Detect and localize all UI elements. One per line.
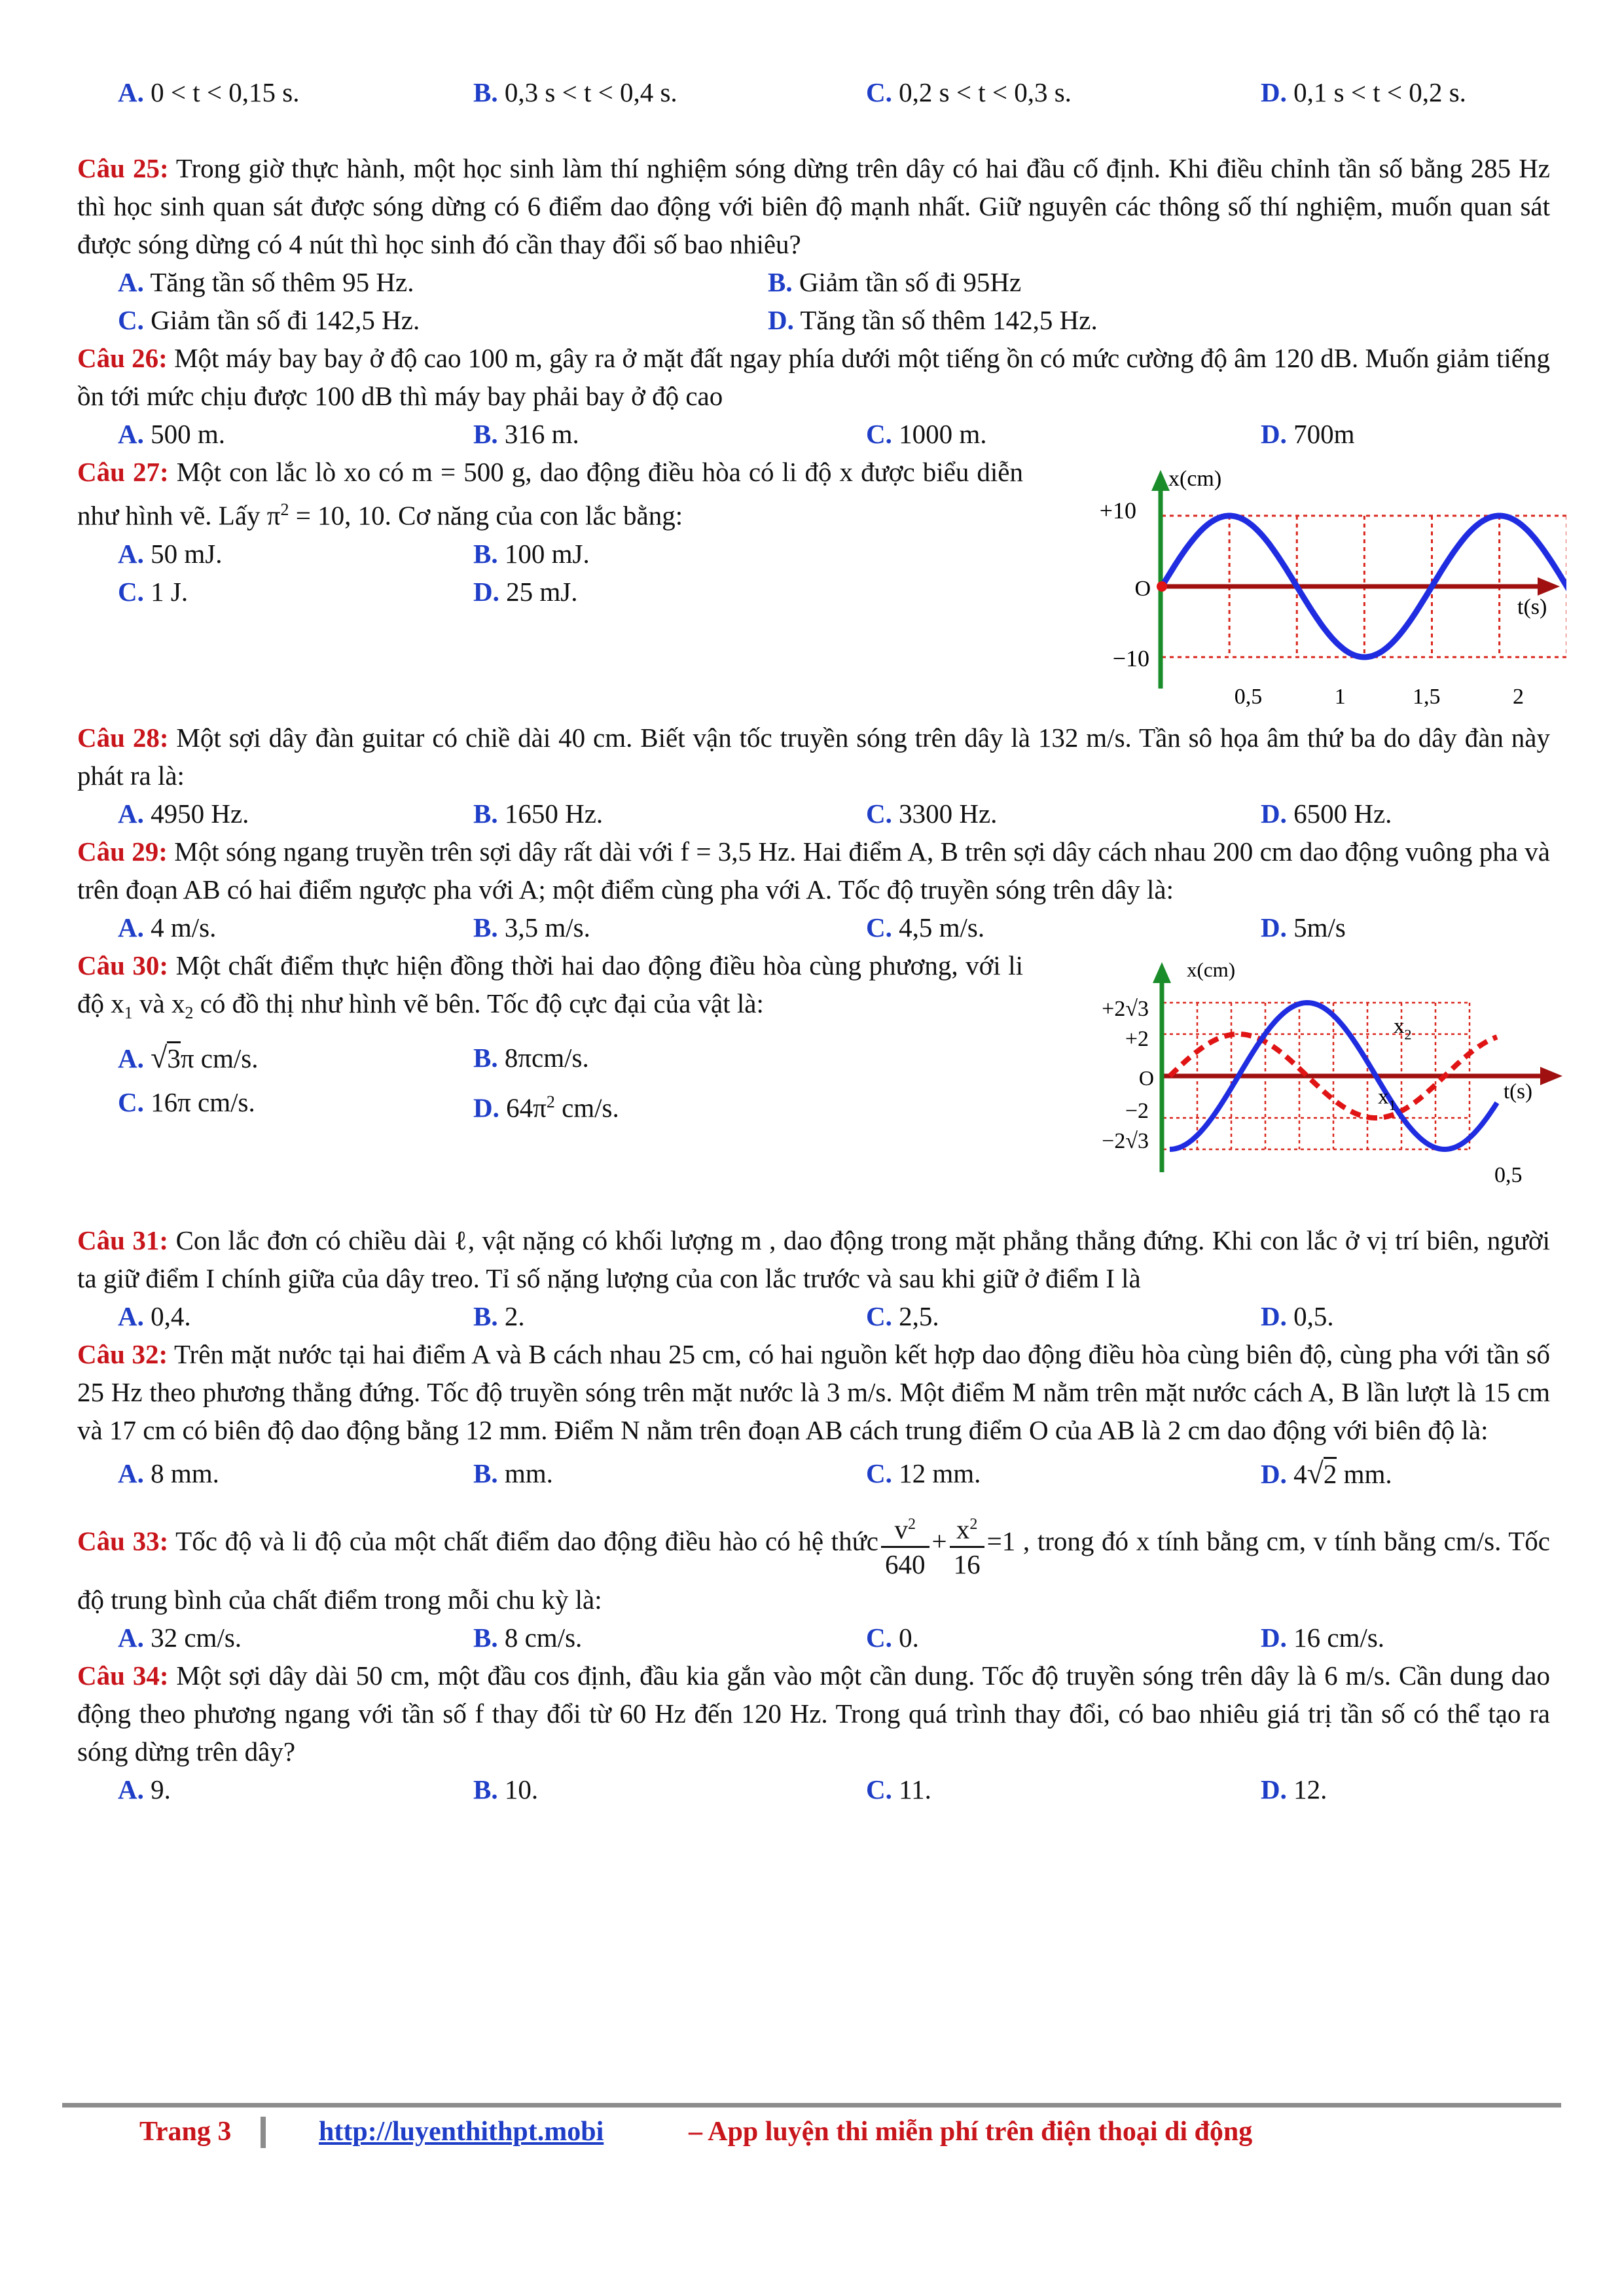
q34-option-c[interactable]: C. 11. [866, 1774, 931, 1804]
graph-q30-t-arrow-icon [1540, 1067, 1562, 1085]
q24-option-b[interactable]: B. 0,3 s < t < 0,4 s. [473, 77, 677, 107]
q33-options [77, 1619, 1550, 1657]
graph-q27-origin-label: O [1134, 577, 1151, 601]
q28-option-b[interactable]: B. 1650 Hz. [473, 798, 604, 829]
footer-rule [62, 2103, 1561, 2108]
q30-option-a[interactable]: A. √3π cm/s. [118, 1041, 259, 1075]
q25-option-b[interactable]: B. Giảm tần số đi 95Hz [768, 267, 1022, 297]
q28-option-d[interactable]: D. 6500 Hz. [1261, 798, 1392, 829]
q33-option-d[interactable]: D. 16 cm/s. [1261, 1622, 1385, 1653]
q31-option-b[interactable]: B. 2. [473, 1301, 525, 1331]
graph-q27-x-tick: 0,5 [1234, 685, 1263, 709]
graph-q27-tick-plus10: +10 [1099, 497, 1136, 524]
q30-option-b[interactable]: B. 8πcm/s. [473, 1043, 589, 1073]
q32-options [77, 1454, 1550, 1500]
q32-option-a[interactable]: A. 8 mm. [118, 1458, 219, 1488]
graph-q30-tick-0-5: 0,5 [1494, 1163, 1523, 1187]
graph-q30-y-label: x(cm) [1187, 958, 1236, 981]
graph-q30 [1049, 946, 1573, 1221]
q28-options [77, 795, 1550, 833]
q33-stem: Câu 33: Tốc độ và li độ của một chất điểm dao động điều hào có hệ thức $\frac{v^2}{640}$ + $\frac{x^2}{16}$ =1 , trong đó x tính bằng cm, v tính bằng cm/s. Tốc độ trung bình của chất điểm trong mỗi chu kỳ là: [77, 1508, 1550, 1619]
q25-options-row2 [77, 301, 1550, 339]
q31-stem: Câu 31: Con lắc đơn có chiều dài ℓ, vật nặng có khối lượng m , dao động trong mặt phẳng thẳng đứng. Khi con lắc ở vị trí biên, người ta giữ điểm I chính giữa của dây treo. Tỉ số nặng lượng của con lắc trước và sau khi giữ ở điểm I là [77, 1225, 1550, 1293]
footer-separator [261, 2117, 266, 2148]
q24-option-a[interactable]: A. 0 < t < 0,15 s. [118, 77, 300, 107]
q33-option-c[interactable]: C. 0. [866, 1622, 919, 1653]
q34-option-b[interactable]: B. 10. [473, 1774, 539, 1804]
q28-option-a[interactable]: A. 4950 Hz. [118, 798, 249, 829]
graph-q27-t-arrow-icon [1538, 577, 1560, 596]
fraction-x2-16: $\frac{x^2}{16}$ [950, 1508, 984, 1581]
q30-option-d[interactable]: D. $64\pi^2$ cm/s. [473, 1092, 619, 1123]
q29-option-d[interactable]: D. 5m/s [1261, 912, 1346, 942]
q25-option-c[interactable]: C. Giảm tần số đi 142,5 Hz. [118, 305, 420, 335]
graph-q27 [1043, 453, 1566, 719]
q27-block [77, 453, 1550, 719]
sqrt-symbol: √ [1307, 1456, 1324, 1490]
q30-stem: Câu 30: Một chất điểm thực hiện đồng thời hai dao động điều hòa cùng phương, với li độ $x_1$ và $x_2$ có đồ thị như hình vẽ bên. Tốc độ cực đại của vật là: [77, 950, 1023, 1023]
graph-q27-y-label: x(cm) [1168, 467, 1222, 491]
graph-q27-tick-minus10: −10 [1112, 645, 1149, 672]
q25-option-d[interactable]: D. Tăng tần số thêm 142,5 Hz. [768, 305, 1098, 335]
q34-option-a[interactable]: A. 9. [118, 1774, 171, 1804]
graph-q30-origin-label: O [1138, 1066, 1154, 1090]
footer-tagline: – App luyện thi miễn phí trên điện thoại di động [689, 2117, 1253, 2147]
graph-q30-label-x1: $x_1$ [1378, 1085, 1396, 1113]
q30-option-c[interactable]: C. 16π cm/s. [118, 1087, 255, 1118]
q32-stem: Câu 32: Trên mặt nước tại hai điểm A và B cách nhau 25 cm, có hai nguồn kết hợp dao động điều hòa cùng biên độ, cùng pha với tần số 25 Hz theo phương thẳng đứng. Tốc độ truyền sóng trên mặt nước là 3 m/s. Một điểm M nằm trên mặt nước cách A, B lần lượt là 15 cm và 17 cm có biên độ dao động bằng 12 mm. Điểm N nằm trên đoạn AB cách trung điểm O của AB là 2 cm dao động với biên độ là: [77, 1339, 1550, 1445]
q24-option-d[interactable]: D. 0,1 s < t < 0,2 s. [1261, 77, 1466, 107]
q33-option-b[interactable]: B. 8 cm/s. [473, 1622, 583, 1653]
q24-option-c[interactable]: C. 0,2 s < t < 0,3 s. [866, 77, 1072, 107]
graph-q30-tick-plus2sqrt3: +2√3 [1102, 997, 1149, 1021]
q30-block [77, 946, 1550, 1221]
graph-q30-tick-plus2: +2 [1125, 1027, 1149, 1051]
q31-option-d[interactable]: D. 0,5. [1261, 1301, 1334, 1331]
q26-stem: Câu 26: Một máy bay bay ở độ cao 100 m, gây ra ở mặt đất ngay phía dưới một tiếng ồn có mức cường độ âm 120 dB. Muốn giảm tiếng ồn tới mức chịu được 100 dB thì máy bay phải bay ở độ cao [77, 343, 1550, 411]
q34-options [77, 1770, 1550, 1808]
q29-stem: Câu 29: Một sóng ngang truyền trên sợi dây rất dài với f = 3,5 Hz. Hai điểm A, B trên sợi dây cách nhau 200 cm dao động vuông pha và trên đoạn AB có hai điểm ngược pha với A; một điểm cùng pha với A. Tốc độ truyền sóng trên dây là: [77, 836, 1550, 905]
q27-stem: Câu 27: Một con lắc lò xo có m = 500 g, dao động điều hòa có li độ x được biểu diễn như hình vẽ. Lấy $\pi^2 = 10$, 10. Cơ năng của con lắc bằng: [77, 457, 1023, 531]
footer-link[interactable]: http://luyenthithpt.mobi [319, 2117, 604, 2147]
q31-option-a[interactable]: A. 0,4. [118, 1301, 191, 1331]
q29-option-b[interactable]: B. 3,5 m/s. [473, 912, 590, 942]
graph-q27-x-ticks [1235, 685, 1524, 709]
fraction-v2-640: $\frac{v^2}{640}$ [881, 1508, 929, 1581]
graph-q27-x-tick: 1 [1334, 685, 1346, 709]
q26-option-d[interactable]: D. 700m [1261, 419, 1355, 449]
q34-stem: Câu 34: Một sợi dây dài 50 cm, một đầu cos định, đầu kia gắn vào một cần dung. Tốc độ truyền sóng trên dây là 6 m/s. Cần dung dao động theo phương ngang với tần số f thay đổi từ 60 Hz đến 120 Hz. Trong quá trình thay đổi, có bao nhiêu giá trị tần số có thể tạo ra sóng dừng trên dây? [77, 1660, 1550, 1767]
graph-q30-tick-minus2: −2 [1125, 1099, 1149, 1123]
q29-options [77, 908, 1550, 946]
q25-options-row1 [77, 263, 1550, 301]
q28-option-c[interactable]: C. 3300 Hz. [866, 798, 998, 829]
graph-q30-tick-minus2sqrt3: −2√3 [1102, 1129, 1149, 1153]
q32-option-d[interactable]: D. 4√2 mm. [1261, 1456, 1392, 1490]
q34-option-d[interactable]: D. 12. [1261, 1774, 1327, 1804]
q24-options [77, 73, 1550, 111]
graph-q27-x-tick: 1,5 [1413, 685, 1441, 709]
q32-option-c[interactable]: C. 12 mm. [866, 1458, 981, 1488]
q27-option-c[interactable]: C. 1 J. [118, 576, 189, 607]
exam-page [77, 73, 1550, 1808]
graph-q27-x-arrow-icon [1151, 470, 1170, 491]
q26-option-a[interactable]: A. 500 m. [118, 419, 226, 449]
graph-q30-x-arrow-icon [1153, 962, 1171, 983]
q25-option-a[interactable]: A. Tăng tần số thêm 95 Hz. [118, 267, 414, 297]
q29-option-c[interactable]: C. 4,5 m/s. [866, 912, 985, 942]
q26-option-c[interactable]: C. 1000 m. [866, 419, 987, 449]
q33-option-a[interactable]: A. 32 cm/s. [118, 1622, 242, 1653]
q31-option-c[interactable]: C. 2,5. [866, 1301, 939, 1331]
graph-q27-origin-dot [1157, 581, 1167, 592]
q31-options [77, 1297, 1550, 1335]
q28-stem: Câu 28: Một sợi dây đàn guitar có chiề dài 40 cm. Biết vận tốc truyền sóng trên dây là 132 m/s. Tần sô họa âm thứ ba do dây đàn này phát ra là: [77, 723, 1551, 791]
q25-stem: Câu 25: Trong giờ thực hành, một học sinh làm thí nghiệm sóng dừng trên dây có hai đầu cố định. Khi điều chỉnh tần số bằng 285 Hz thì học sinh quan sát được sóng dừng có 6 điểm dao động với biên độ mạnh nhất. Giữ nguyên các thông số thí nghiệm, muốn quan sát được sóng dừng có 4 nút thì học sinh đó cần thay đổi số bao nhiêu? [77, 153, 1550, 259]
q27-option-a[interactable]: A. 50 mJ. [118, 538, 223, 569]
q27-option-d[interactable]: D. 25 mJ. [473, 576, 578, 607]
graph-q30-label-x2: $x_2$ [1394, 1014, 1412, 1043]
sqrt-symbol: √ [151, 1041, 168, 1075]
q32-option-b[interactable]: B. mm. [473, 1458, 553, 1488]
graph-q27-x-tick: 2 [1513, 685, 1524, 709]
graph-q30-t-label: t(s) [1504, 1080, 1532, 1103]
q26-option-b[interactable]: B. 316 m. [473, 419, 579, 449]
q26-options [77, 415, 1550, 453]
q27-option-b[interactable]: B. 100 mJ. [473, 538, 590, 569]
graph-q27-t-label: t(s) [1517, 595, 1547, 619]
page-number: Trang 3 [139, 2117, 232, 2147]
q29-option-a[interactable]: A. 4 m/s. [118, 912, 217, 942]
